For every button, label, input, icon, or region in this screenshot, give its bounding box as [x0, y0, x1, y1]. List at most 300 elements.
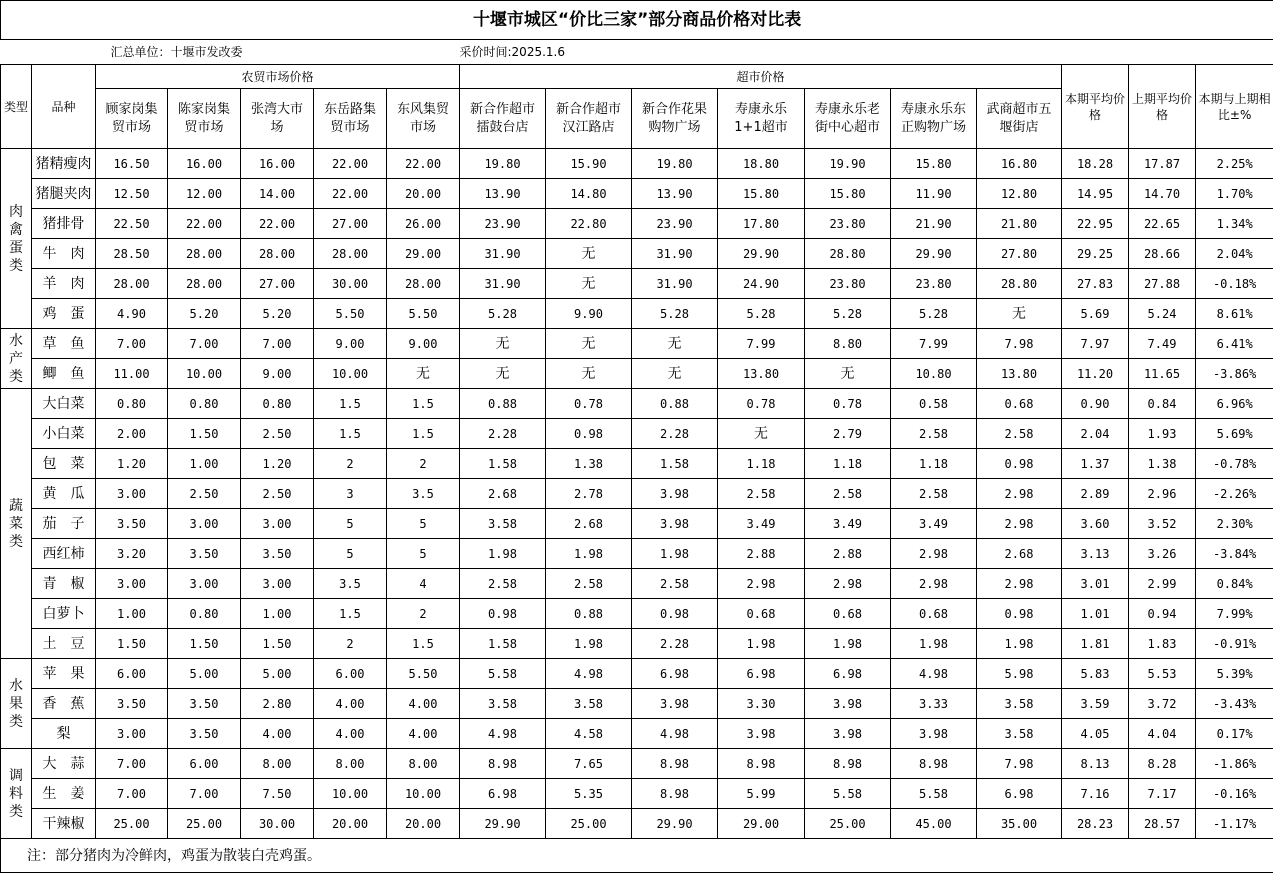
price-cell: 15.80 — [891, 149, 977, 179]
price-cell: 13.90 — [632, 179, 718, 209]
table-row — [1, 689, 1273, 719]
price-cell: 8.80 — [805, 329, 891, 359]
price-cell: 9.00 — [241, 359, 314, 389]
price-cell: 4.98 — [546, 659, 632, 689]
price-cell: 7.99% — [1196, 599, 1273, 629]
price-cell: 13.80 — [977, 359, 1062, 389]
price-cell: 1.58 — [460, 629, 546, 659]
price-cell: 2.80 — [241, 689, 314, 719]
price-cell: 8.28 — [1129, 749, 1196, 779]
price-cell: 28.00 — [314, 239, 387, 269]
price-cell: -1.17% — [1196, 809, 1273, 839]
price-cell: -0.18% — [1196, 269, 1273, 299]
price-cell: 10.00 — [314, 359, 387, 389]
price-cell: 1.98 — [460, 539, 546, 569]
price-cell: 20.00 — [387, 809, 460, 839]
price-cell: 3.50 — [168, 719, 241, 749]
price-cell: 10.00 — [168, 359, 241, 389]
item-name: 生 姜 — [32, 779, 96, 809]
price-cell: 1.50 — [168, 419, 241, 449]
item-name: 梨 — [32, 719, 96, 749]
price-cell: 2.50 — [241, 479, 314, 509]
category-label: 水产类 — [1, 329, 32, 389]
price-cell: 29.00 — [718, 809, 805, 839]
price-cell: 45.00 — [891, 809, 977, 839]
price-cell: 29.90 — [632, 809, 718, 839]
price-cell: 12.50 — [96, 179, 168, 209]
price-cell: 20.00 — [387, 179, 460, 209]
price-cell: 9.00 — [387, 329, 460, 359]
price-cell: 23.80 — [805, 269, 891, 299]
price-cell: 0.78 — [718, 389, 805, 419]
price-cell: 5.58 — [891, 779, 977, 809]
price-cell: -2.26% — [1196, 479, 1273, 509]
price-cell: 5.53 — [1129, 659, 1196, 689]
header-previous-average: 上期平均价格 — [1129, 65, 1196, 149]
price-cell: 6.00 — [96, 659, 168, 689]
price-cell: 19.80 — [632, 149, 718, 179]
price-cell: 1.00 — [96, 599, 168, 629]
price-cell: 3.98 — [805, 719, 891, 749]
price-cell: 29.90 — [718, 239, 805, 269]
price-cell: 3.00 — [168, 509, 241, 539]
price-cell: 21.90 — [891, 209, 977, 239]
header-market-0: 顾家岗集贸市场 — [96, 89, 168, 149]
price-cell: 22.00 — [168, 209, 241, 239]
header-current-average: 本期平均价格 — [1062, 65, 1129, 149]
price-cell: 0.80 — [241, 389, 314, 419]
price-cell: 17.80 — [718, 209, 805, 239]
price-cell: 3.49 — [805, 509, 891, 539]
price-cell: 1.5 — [387, 629, 460, 659]
price-cell: 5.69% — [1196, 419, 1273, 449]
header-market-1: 陈家岗集贸市场 — [168, 89, 241, 149]
price-cell: 4.00 — [387, 719, 460, 749]
price-cell: 1.50 — [241, 629, 314, 659]
price-cell: -1.86% — [1196, 749, 1273, 779]
price-cell: 1.37 — [1062, 449, 1129, 479]
header-supermarket-0: 新合作超市擂鼓台店 — [460, 89, 546, 149]
price-cell: 3.50 — [168, 539, 241, 569]
price-cell: 5 — [387, 539, 460, 569]
item-name: 羊 肉 — [32, 269, 96, 299]
price-cell: 5.35 — [546, 779, 632, 809]
price-cell: 27.00 — [314, 209, 387, 239]
price-cell: 9.00 — [314, 329, 387, 359]
price-cell: 35.00 — [977, 809, 1062, 839]
item-name: 猪排骨 — [32, 209, 96, 239]
item-name: 白萝卜 — [32, 599, 96, 629]
price-cell: 2.88 — [718, 539, 805, 569]
price-cell: 0.68 — [977, 389, 1062, 419]
price-cell: 16.80 — [977, 149, 1062, 179]
price-cell: 2 — [387, 599, 460, 629]
price-cell: 0.58 — [891, 389, 977, 419]
price-cell: 2 — [314, 629, 387, 659]
price-cell: 4.00 — [241, 719, 314, 749]
price-cell: 3.50 — [241, 539, 314, 569]
price-cell: 31.90 — [632, 239, 718, 269]
price-cell: 4.00 — [314, 719, 387, 749]
price-cell: 2.28 — [632, 419, 718, 449]
price-cell: 28.50 — [96, 239, 168, 269]
header-farm-group: 农贸市场价格 — [96, 65, 460, 89]
price-cell: 5.98 — [977, 659, 1062, 689]
table-row — [1, 509, 1273, 539]
price-cell: 7.00 — [168, 329, 241, 359]
price-cell: 29.00 — [387, 239, 460, 269]
footnote: 注：部分猪肉为冷鲜肉，鸡蛋为散装白壳鸡蛋。 — [1, 839, 1273, 873]
item-name: 苹 果 — [32, 659, 96, 689]
price-cell: 1.50 — [168, 629, 241, 659]
price-cell: 3.58 — [977, 719, 1062, 749]
price-cell: 0.80 — [168, 599, 241, 629]
price-cell: 2.28 — [632, 629, 718, 659]
price-cell: 1.18 — [718, 449, 805, 479]
price-cell: 4.04 — [1129, 719, 1196, 749]
price-cell: 8.00 — [314, 749, 387, 779]
price-cell: 28.00 — [96, 269, 168, 299]
price-cell: 3.00 — [96, 479, 168, 509]
price-cell: 2.58 — [718, 479, 805, 509]
price-cell: 23.80 — [805, 209, 891, 239]
price-cell: 0.84% — [1196, 569, 1273, 599]
price-cell: 无 — [460, 359, 546, 389]
price-cell: 1.34% — [1196, 209, 1273, 239]
price-cell: 1.98 — [546, 629, 632, 659]
price-cell: 0.98 — [546, 419, 632, 449]
item-name: 大 蒜 — [32, 749, 96, 779]
price-cell: 2.88 — [805, 539, 891, 569]
price-cell: 3.58 — [460, 509, 546, 539]
table-row — [1, 449, 1273, 479]
table-row — [1, 479, 1273, 509]
price-cell: 2.58 — [891, 479, 977, 509]
price-cell: 无 — [805, 359, 891, 389]
price-cell: 无 — [387, 359, 460, 389]
price-cell: 无 — [632, 359, 718, 389]
price-cell: 1.70% — [1196, 179, 1273, 209]
price-cell: 6.00 — [314, 659, 387, 689]
summary-unit: 汇总单位：十堰市发改委 — [1, 40, 460, 65]
price-cell: 2.58 — [546, 569, 632, 599]
price-cell: 14.00 — [241, 179, 314, 209]
price-cell: 3.01 — [1062, 569, 1129, 599]
price-cell: 无 — [977, 299, 1062, 329]
table-row — [1, 569, 1273, 599]
price-cell: 25.00 — [96, 809, 168, 839]
price-cell: 16.00 — [241, 149, 314, 179]
price-cell: 7.00 — [96, 779, 168, 809]
price-cell: 7.49 — [1129, 329, 1196, 359]
item-name: 鸡 蛋 — [32, 299, 96, 329]
price-cell: 2.28 — [460, 419, 546, 449]
price-cell: 9.90 — [546, 299, 632, 329]
price-cell: 2.50 — [168, 479, 241, 509]
price-cell: 8.98 — [891, 749, 977, 779]
price-cell: 22.00 — [314, 179, 387, 209]
price-cell: 3.49 — [891, 509, 977, 539]
price-cell: 3.98 — [632, 689, 718, 719]
price-cell: 5.58 — [460, 659, 546, 689]
table-row — [1, 809, 1273, 839]
price-cell: 14.95 — [1062, 179, 1129, 209]
price-cell: 2.98 — [805, 569, 891, 599]
price-cell: 16.00 — [168, 149, 241, 179]
price-cell: 22.65 — [1129, 209, 1196, 239]
header-market-3: 东岳路集贸市场 — [314, 89, 387, 149]
price-cell: 1.00 — [241, 599, 314, 629]
price-cell: 1.18 — [805, 449, 891, 479]
price-cell: 13.90 — [460, 179, 546, 209]
price-cell: 2.98 — [718, 569, 805, 599]
price-cell: 1.98 — [805, 629, 891, 659]
price-cell: 11.20 — [1062, 359, 1129, 389]
price-cell: 28.00 — [168, 239, 241, 269]
header-market-4: 东风集贸市场 — [387, 89, 460, 149]
price-cell: 8.98 — [805, 749, 891, 779]
price-cell: 3.20 — [96, 539, 168, 569]
header-supermarket-group: 超市价格 — [460, 65, 1062, 89]
price-cell: 1.50 — [96, 629, 168, 659]
price-cell: 1.98 — [718, 629, 805, 659]
price-cell: 2.58 — [891, 419, 977, 449]
price-cell: 0.88 — [546, 599, 632, 629]
price-cell: 0.80 — [96, 389, 168, 419]
price-cell: 10.00 — [387, 779, 460, 809]
header-supermarket-2: 新合作花果购物广场 — [632, 89, 718, 149]
price-cell: 22.00 — [314, 149, 387, 179]
price-cell: 7.50 — [241, 779, 314, 809]
price-cell: 0.98 — [460, 599, 546, 629]
item-name: 小白菜 — [32, 419, 96, 449]
price-cell: 2.58 — [460, 569, 546, 599]
price-cell: 25.00 — [805, 809, 891, 839]
price-cell: 8.98 — [632, 749, 718, 779]
price-cell: 0.98 — [977, 449, 1062, 479]
price-cell: 3.26 — [1129, 539, 1196, 569]
price-cell: 无 — [546, 329, 632, 359]
price-cell: 0.68 — [891, 599, 977, 629]
price-cell: 1.5 — [387, 419, 460, 449]
price-cell: 3.60 — [1062, 509, 1129, 539]
price-cell: 7.98 — [977, 749, 1062, 779]
price-cell: 1.5 — [314, 599, 387, 629]
price-cell: 4.98 — [632, 719, 718, 749]
price-cell: 2.04% — [1196, 239, 1273, 269]
price-cell: 19.90 — [805, 149, 891, 179]
table-row — [1, 389, 1273, 419]
price-cell: 25.00 — [546, 809, 632, 839]
price-cell: 0.17% — [1196, 719, 1273, 749]
price-cell: 3.33 — [891, 689, 977, 719]
item-name: 香 蕉 — [32, 689, 96, 719]
price-cell: 6.00 — [168, 749, 241, 779]
price-cell: 2 — [314, 449, 387, 479]
category-label: 蔬菜类 — [1, 389, 32, 659]
price-cell: 3.50 — [168, 689, 241, 719]
price-cell: 23.90 — [632, 209, 718, 239]
price-cell: 24.90 — [718, 269, 805, 299]
price-cell: 5 — [314, 539, 387, 569]
price-cell: 1.98 — [977, 629, 1062, 659]
price-cell: 3.58 — [546, 689, 632, 719]
price-cell: 4.90 — [96, 299, 168, 329]
price-cell: 5.50 — [387, 659, 460, 689]
price-cell: 22.95 — [1062, 209, 1129, 239]
price-cell: 8.98 — [460, 749, 546, 779]
table-row — [1, 209, 1273, 239]
price-cell: 2.68 — [977, 539, 1062, 569]
price-cell: 10.00 — [314, 779, 387, 809]
price-cell: 5.00 — [241, 659, 314, 689]
price-cell: 0.80 — [168, 389, 241, 419]
price-cell: 0.98 — [977, 599, 1062, 629]
table-row — [1, 539, 1273, 569]
item-name: 干辣椒 — [32, 809, 96, 839]
price-cell: 11.65 — [1129, 359, 1196, 389]
price-cell: -0.91% — [1196, 629, 1273, 659]
price-cell: 1.98 — [546, 539, 632, 569]
header-supermarket-5: 寿康永乐东正购物广场 — [891, 89, 977, 149]
price-cell: 7.00 — [96, 329, 168, 359]
table-row — [1, 329, 1273, 359]
price-cell: 10.80 — [891, 359, 977, 389]
price-cell: 1.38 — [546, 449, 632, 479]
price-cell: 2.58 — [805, 479, 891, 509]
header-item: 品种 — [32, 65, 96, 149]
price-cell: 3.98 — [632, 509, 718, 539]
price-cell: 22.50 — [96, 209, 168, 239]
price-cell: 5.39% — [1196, 659, 1273, 689]
price-cell: 8.61% — [1196, 299, 1273, 329]
item-name: 青 椒 — [32, 569, 96, 599]
category-label: 肉禽蛋类 — [1, 149, 32, 329]
price-cell: 1.20 — [241, 449, 314, 479]
price-cell: 30.00 — [241, 809, 314, 839]
header-type: 类型 — [1, 65, 32, 149]
price-cell: 2.50 — [241, 419, 314, 449]
price-cell: 8.00 — [241, 749, 314, 779]
price-cell: 1.98 — [891, 629, 977, 659]
category-label: 调料类 — [1, 749, 32, 839]
item-name: 草 鱼 — [32, 329, 96, 359]
price-cell: 21.80 — [977, 209, 1062, 239]
price-cell: 4.00 — [387, 689, 460, 719]
price-cell: 7.17 — [1129, 779, 1196, 809]
price-cell: 27.83 — [1062, 269, 1129, 299]
table-row — [1, 749, 1273, 779]
price-cell: 28.00 — [241, 239, 314, 269]
price-cell: 5 — [387, 509, 460, 539]
price-cell: 3.52 — [1129, 509, 1196, 539]
item-name: 茄 子 — [32, 509, 96, 539]
table-row — [1, 239, 1273, 269]
price-cell: 6.41% — [1196, 329, 1273, 359]
price-cell: 0.88 — [632, 389, 718, 419]
price-cell: 3.00 — [96, 569, 168, 599]
price-cell: 1.93 — [1129, 419, 1196, 449]
header-supermarket-4: 寿康永乐老街中心超市 — [805, 89, 891, 149]
price-cell: 31.90 — [460, 239, 546, 269]
price-cell: 2 — [387, 449, 460, 479]
price-cell: -0.78% — [1196, 449, 1273, 479]
price-cell: 13.80 — [718, 359, 805, 389]
price-cell: 5.50 — [387, 299, 460, 329]
price-cell: 7.00 — [96, 749, 168, 779]
price-cell: 3.30 — [718, 689, 805, 719]
price-cell: 3.72 — [1129, 689, 1196, 719]
item-name: 西红柿 — [32, 539, 96, 569]
price-cell: 12.80 — [977, 179, 1062, 209]
price-cell: 2.96 — [1129, 479, 1196, 509]
price-cell: 1.01 — [1062, 599, 1129, 629]
price-cell: 无 — [718, 419, 805, 449]
item-name: 猪精瘦肉 — [32, 149, 96, 179]
page-title: 十堰市城区“价比三家”部分商品价格对比表 — [1, 1, 1273, 40]
price-cell: 5.28 — [805, 299, 891, 329]
price-cell: 5.99 — [718, 779, 805, 809]
price-cell: 17.87 — [1129, 149, 1196, 179]
price-cell: 3.49 — [718, 509, 805, 539]
price-cell: 5.69 — [1062, 299, 1129, 329]
price-cell: 2.98 — [891, 569, 977, 599]
price-cell: 23.80 — [891, 269, 977, 299]
table-row — [1, 149, 1273, 179]
price-cell: 15.90 — [546, 149, 632, 179]
price-cell: 1.20 — [96, 449, 168, 479]
price-cell: 5.20 — [241, 299, 314, 329]
price-cell: 2.98 — [891, 539, 977, 569]
table-row — [1, 359, 1273, 389]
price-cell: 3.00 — [168, 569, 241, 599]
price-cell: 4.98 — [891, 659, 977, 689]
price-cell: -3.43% — [1196, 689, 1273, 719]
price-cell: 15.80 — [805, 179, 891, 209]
collect-date: 采价时间:2025.1.6 — [460, 40, 1273, 65]
price-cell: 18.28 — [1062, 149, 1129, 179]
price-cell: 2.89 — [1062, 479, 1129, 509]
price-cell: 2.98 — [977, 479, 1062, 509]
price-cell: 1.58 — [460, 449, 546, 479]
table-row — [1, 179, 1273, 209]
table-row — [1, 629, 1273, 659]
price-cell: 31.90 — [460, 269, 546, 299]
price-cell: 0.94 — [1129, 599, 1196, 629]
price-cell: 28.57 — [1129, 809, 1196, 839]
price-cell: 28.80 — [977, 269, 1062, 299]
price-cell: 4.58 — [546, 719, 632, 749]
price-cell: 5.28 — [891, 299, 977, 329]
price-cell: 27.00 — [241, 269, 314, 299]
price-cell: 7.00 — [241, 329, 314, 359]
price-cell: -0.16% — [1196, 779, 1273, 809]
price-cell: 0.84 — [1129, 389, 1196, 419]
price-cell: 3.59 — [1062, 689, 1129, 719]
price-cell: 2.58 — [977, 419, 1062, 449]
price-cell: 2.68 — [546, 509, 632, 539]
price-cell: 无 — [546, 239, 632, 269]
price-cell: 1.58 — [632, 449, 718, 479]
item-name: 鲫 鱼 — [32, 359, 96, 389]
price-cell: 5.28 — [632, 299, 718, 329]
price-cell: 6.96% — [1196, 389, 1273, 419]
price-cell: 7.00 — [168, 779, 241, 809]
price-cell: 3.50 — [96, 689, 168, 719]
price-cell: 2.99 — [1129, 569, 1196, 599]
price-cell: 26.00 — [387, 209, 460, 239]
price-cell: 5.20 — [168, 299, 241, 329]
